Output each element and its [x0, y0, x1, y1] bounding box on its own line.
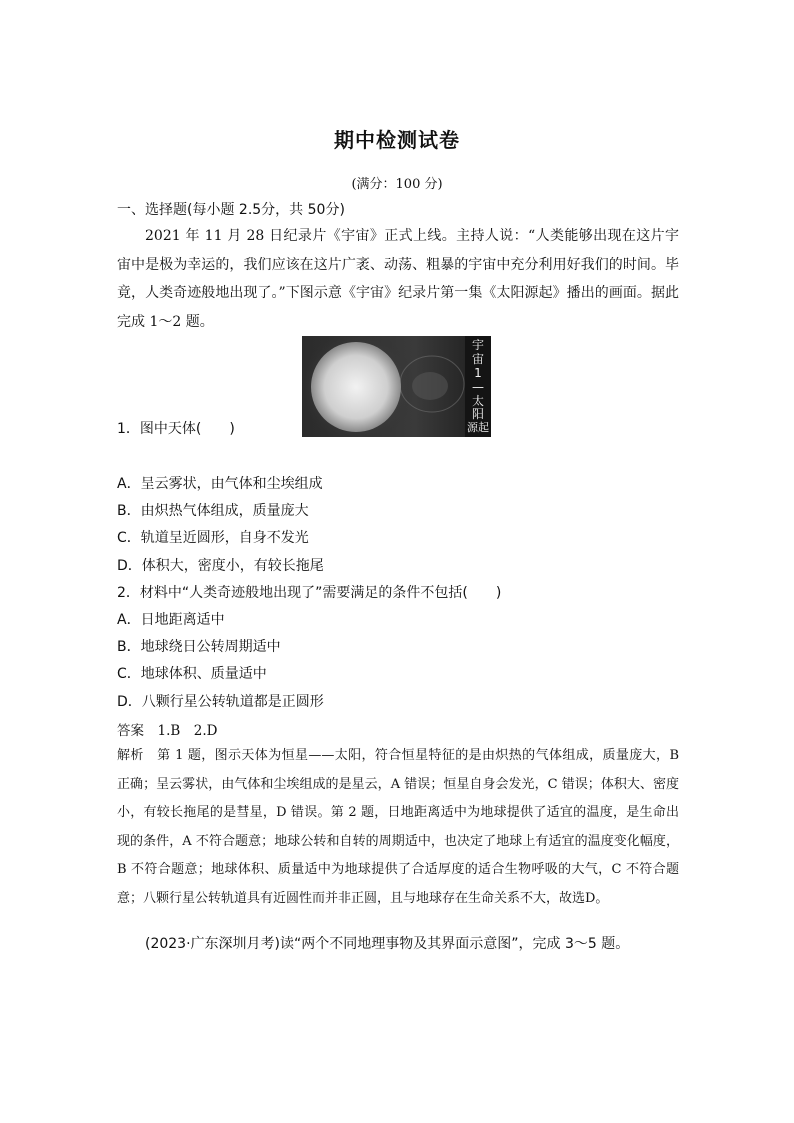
sun-figure	[302, 336, 491, 437]
q1-option-d: D．体积大，密度小，有较长拖尾	[117, 558, 324, 574]
q1-option-b: B．由炽热气体组成，质量庞大	[117, 503, 309, 519]
q2-stem: 2．材料中“人类奇迹般地出现了”需要满足的条件不包括( )	[117, 585, 502, 601]
next-question-lead: (2023·广东深圳月考)读“两个不同地理事物及其界面示意图”，完成 3～5 题。	[145, 936, 630, 952]
caption-char: 太	[471, 394, 485, 408]
section-heading: 一、选择题(每小题 2.5分，共 50分)	[117, 202, 345, 218]
page-title: 期中检测试卷	[334, 128, 460, 152]
q2-option-a: A．日地距离适中	[117, 612, 225, 628]
q1-option-c: C．轨道呈近圆形，自身不发光	[117, 530, 309, 546]
q2-option-c: C．地球体积、质量适中	[117, 666, 267, 682]
score-note: (满分：100 分)	[351, 177, 443, 192]
sun-image	[302, 336, 491, 437]
caption-char: 宇	[471, 338, 485, 352]
intro-paragraph	[117, 222, 679, 336]
caption-char: 阳	[471, 407, 485, 421]
caption-char: 宙	[471, 352, 485, 366]
caption-char: 1	[474, 366, 482, 380]
answer-line: 答案 1.B 2.D	[117, 723, 218, 739]
q2-option-b: B．地球绕日公转周期适中	[117, 639, 281, 655]
q2-option-d: D．八颗行星公转轨道都是正圆形	[117, 694, 324, 710]
analysis-paragraph: 解析 第 1 题，图示天体为恒星——太阳，符合恒星特征的是由炽热的气体组成，质量庞大，B 正确；呈云雾状，由气体和尘埃组成的是星云，A 错误；恒星自身会发光，C 错误；体积大、密度小，有较长拖尾的是彗星，D 错误。第 2 题，日地距离适中为地球提供了适宜的温度，是生命出现的条件，A 不符合题意；地球公转和自转的周期适中，也决定了地球上有适宜的温度变化幅度，B 不符合题意；地球体积、质量适中为地球提供了合适厚度的适合生物呼吸的大气，C 不符合题意；八颗行星公转轨道具有近圆性而并非正圆，且与地球存在生命关系不大，故选D。	[117, 748, 679, 906]
q1-option-a: A．呈云雾状，由气体和尘埃组成	[117, 476, 323, 492]
q1-stem: 1．图中天体( )	[117, 421, 235, 437]
intro-text: 2021 年 11 月 28 日纪录片《宇宙》正式上线。主持人说：“人类能够出现在这片宇宙中是极为幸运的，我们应该在这片广袤、动荡、粗暴的宇宙中充分利用好我们的时间。毕竟，人类奇迹般地出现了。”下图示意《宇宙》纪录片第一集《太阳源起》播出的画面。据此完成 1～2 题。	[117, 228, 679, 330]
caption-char: 源起	[467, 421, 489, 434]
caption-char: —	[472, 380, 484, 394]
